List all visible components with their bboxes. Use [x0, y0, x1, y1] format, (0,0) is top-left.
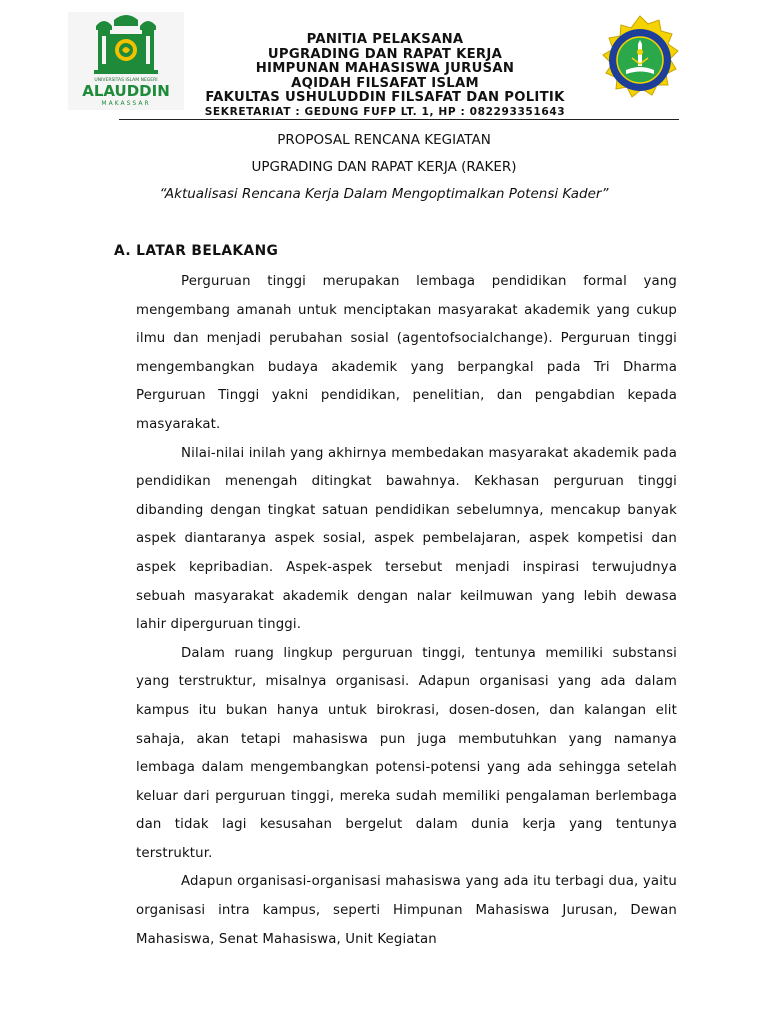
section-body — [136, 268, 677, 954]
letterhead-line-3: HIMPUNAN MAHASISWA JURUSAN — [255, 61, 515, 77]
letterhead-line-5: FAKULTAS USHULUDDIN FILSAFAT DAN POLITIK — [205, 90, 565, 106]
section-heading: A. LATAR BELAKANG — [114, 243, 279, 259]
letterhead-line-4: AQIDAH FILSAFAT ISLAM — [291, 75, 479, 91]
theme-tagline: “Aktualisasi Rencana Kerja Dalam Mengoptimalkan Potensi Kader” — [159, 186, 609, 202]
paragraph: Dalam ruang lingkup perguruan tinggi, tentunya memiliki substansi yang terstruktur, misalnya organisasi. Adapun organisasi yang ada dalam kampus itu bukan hanya untuk birokrasi, dosen-dosen, dan kalangan elit sahaja, akan tetapi mahasiswa pun juga membutuhkan yang namanya lembaga dalam mengembangkan potensi-potensi yang ada sehingga setelah keluar dari perguruan tinggi, mereka sudah memiliki pengalaman berlembaga dan tidak lagi kesusahan bergelut dalam dunia kerja yang tentunya terstruktur. — [136, 645, 677, 861]
paragraph: Perguruan tinggi merupakan lembaga pendidikan formal yang mengembang amanah untuk menciptakan masyarakat akademik yang cukup ilmu dan menjadi perubahan sosial (agentofsocialchange). Perguruan tinggi mengembangkan budaya akademik yang berpangkal pada Tri Dharma Perguruan Tinggi yakni pendidikan, penelitian, dan pengabdian kepada masyarakat. — [136, 274, 677, 432]
header-divider — [119, 119, 679, 120]
proposal-title: PROPOSAL RENCANA KEGIATAN — [277, 132, 491, 148]
logo-caption-small: UNIVERSITAS ISLAM NEGERI — [94, 78, 158, 83]
paragraph: Adapun organisasi-organisasi mahasiswa yang ada itu terbagi dua, yaitu organisasi intra kampus, seperti Himpunan Mahasiswa Jurusan, Dewan Mahasiswa, Senat Mahasiswa, Unit Kegiatan — [136, 874, 677, 947]
letterhead-line-2: UPGRADING DAN RAPAT KERJA — [267, 46, 503, 62]
letterhead — [170, 33, 600, 118]
paragraph: Nilai-nilai inilah yang akhirnya membedakan masyarakat akademik pada pendidikan menengah ditingkat bawahnya. Kekhasan perguruan tinggi dibanding dengan tingkat satuan pendidikan sebelumnya, mencakup banyak aspek diantaranya aspek sosial, aspek pembelajaran, aspek kompetisi dan aspek kepribadian. Aspek-aspek tersebut menjadi inspirasi terwujudnya sebuah masyarakat akademik dengan nalar keilmuwan yang lebih dewasa lahir diperguruan tinggi. — [136, 445, 677, 633]
letterhead-line-1: PANITIA PELAKSANA — [306, 32, 464, 47]
logo-name: ALAUDDIN — [82, 82, 170, 100]
activity-title: UPGRADING DAN RAPAT KERJA (RAKER) — [251, 159, 517, 175]
secretariat-line: SEKRETARIAT : GEDUNG FUFP LT. 1, HP : 082293351643 — [204, 105, 566, 118]
logo-city: MAKASSAR — [101, 100, 151, 107]
